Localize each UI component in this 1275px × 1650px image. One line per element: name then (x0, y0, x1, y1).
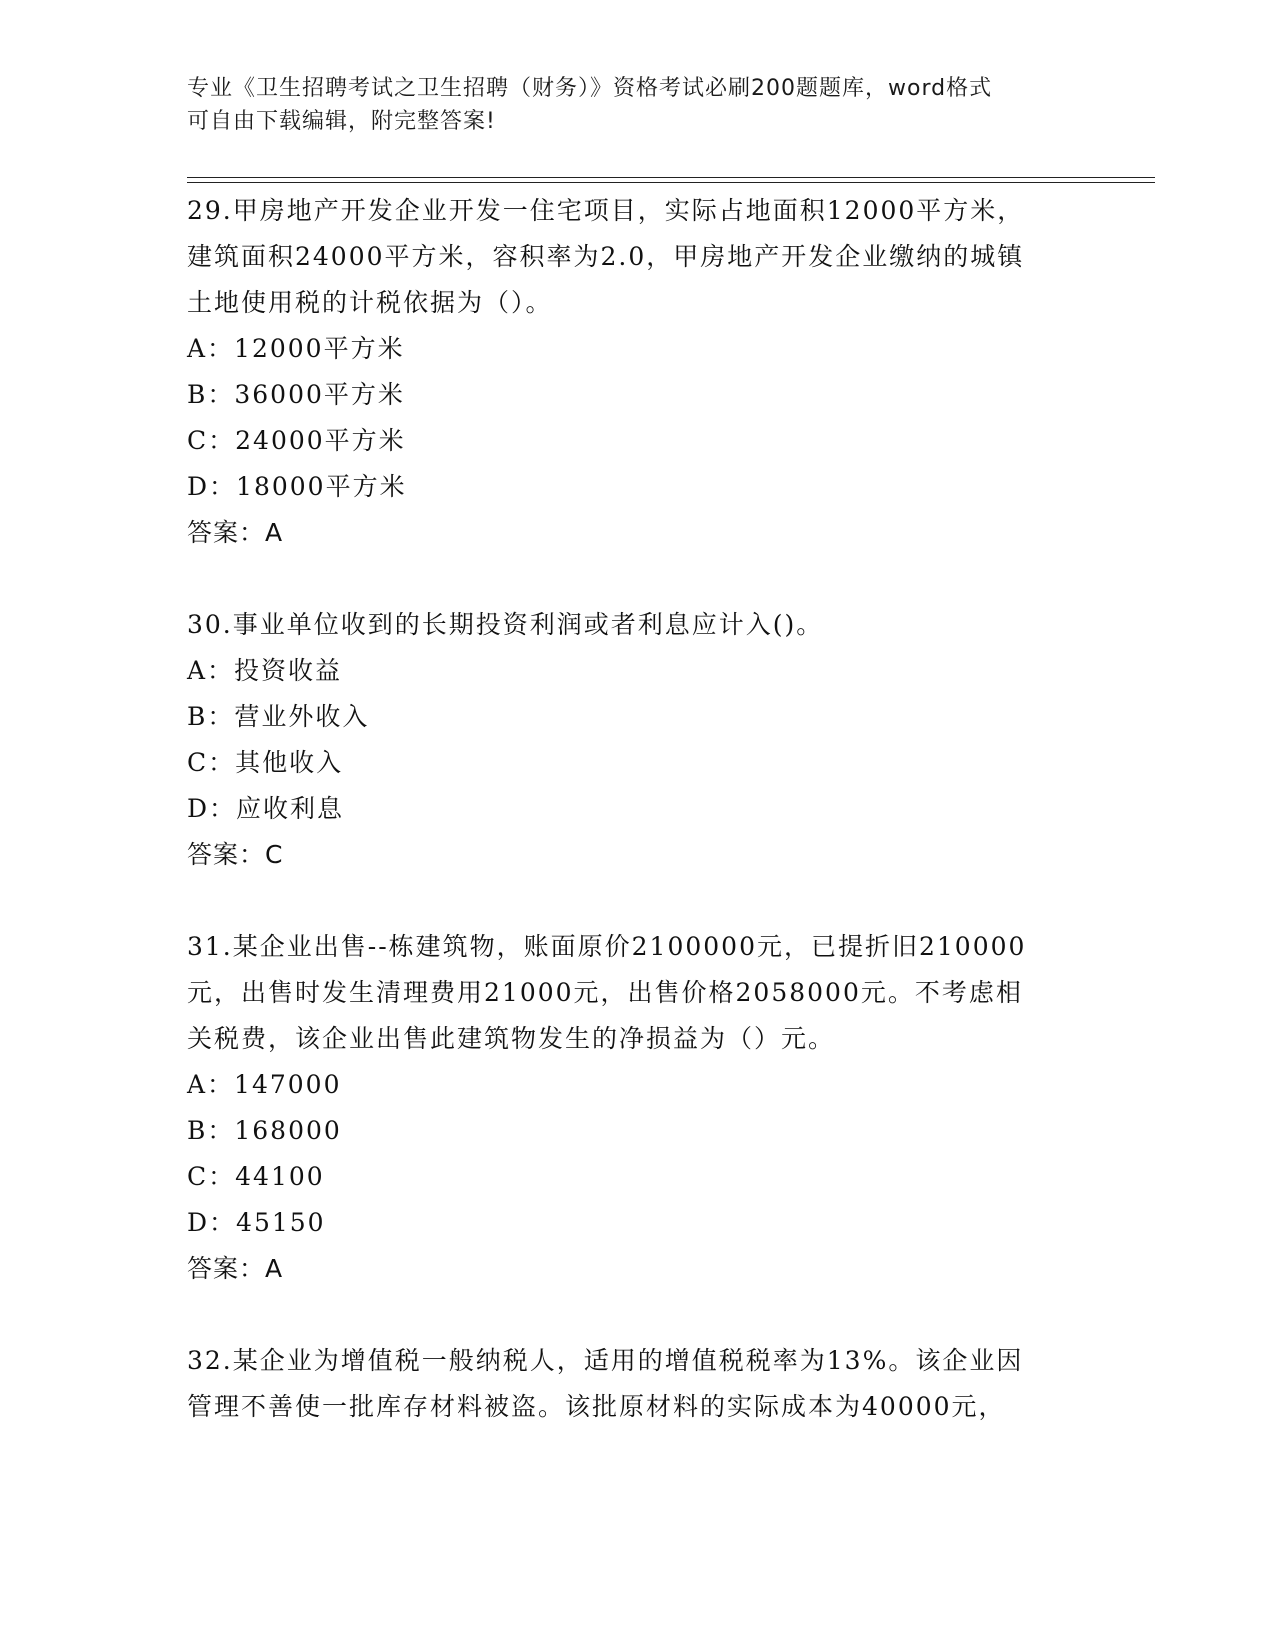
question-spacer (187, 1292, 1087, 1338)
question-list (187, 188, 1087, 1430)
question-stem-line: 32.某企业为增值税一般纳税人，适用的增值税税率为13%。该企业因 (187, 1346, 1024, 1375)
question-stem-line: 土地使用税的计税依据为（）。 (187, 288, 553, 317)
question-stem-line: 29.甲房地产开发企业开发一住宅项目，实际占地面积12000平方米， (187, 196, 1025, 225)
option-c: C：44100 (187, 1162, 325, 1191)
option-d: D：应收利息 (187, 794, 345, 823)
question-stem-line: 元，出售时发生清理费用21000元，出售价格2058000元。不考虑相 (187, 978, 1023, 1007)
question-stem-line: 关税费，该企业出售此建筑物发生的净损益为（）元。 (187, 1024, 836, 1053)
question-stem-line: 30.事业单位收到的长期投资利润或者利息应计入()。 (187, 610, 824, 639)
question-31 (187, 924, 1087, 1292)
option-c: C：24000平方米 (187, 426, 406, 455)
question-stem-line: 建筑面积24000平方米，容积率为2.0，甲房地产开发企业缴纳的城镇 (187, 242, 1025, 271)
question-stem-line: 管理不善使一批库存材料被盗。该批原材料的实际成本为40000元， (187, 1392, 1006, 1421)
question-29 (187, 188, 1087, 556)
option-a: A：12000平方米 (187, 334, 405, 363)
answer-line: 答案：C (187, 840, 284, 869)
question-stem-line: 31.某企业出售--栋建筑物，账面原价2100000元，已提折旧210000 (187, 932, 1027, 961)
header-divider-bottom (187, 182, 1155, 183)
option-b: B：168000 (187, 1116, 342, 1145)
document-header (187, 72, 1067, 138)
question-spacer (187, 556, 1087, 602)
option-b: B：营业外收入 (187, 702, 370, 731)
option-a: A：投资收益 (187, 656, 343, 685)
header-line-2: 可自由下载编辑，附完整答案! (187, 109, 496, 134)
question-30 (187, 602, 1087, 878)
header-line-1: 专业《卫生招聘考试之卫生招聘（财务）》资格考试必刷200题题库，word格式 (187, 76, 993, 101)
option-d: D：45150 (187, 1208, 326, 1237)
question-32 (187, 1338, 1087, 1430)
header-divider-top (187, 177, 1155, 178)
option-b: B：36000平方米 (187, 380, 405, 409)
question-spacer (187, 878, 1087, 924)
option-a: A：147000 (187, 1070, 342, 1099)
answer-line: 答案：A (187, 1254, 284, 1283)
option-c: C：其他收入 (187, 748, 344, 777)
answer-line: 答案：A (187, 518, 284, 547)
option-d: D：18000平方米 (187, 472, 407, 501)
